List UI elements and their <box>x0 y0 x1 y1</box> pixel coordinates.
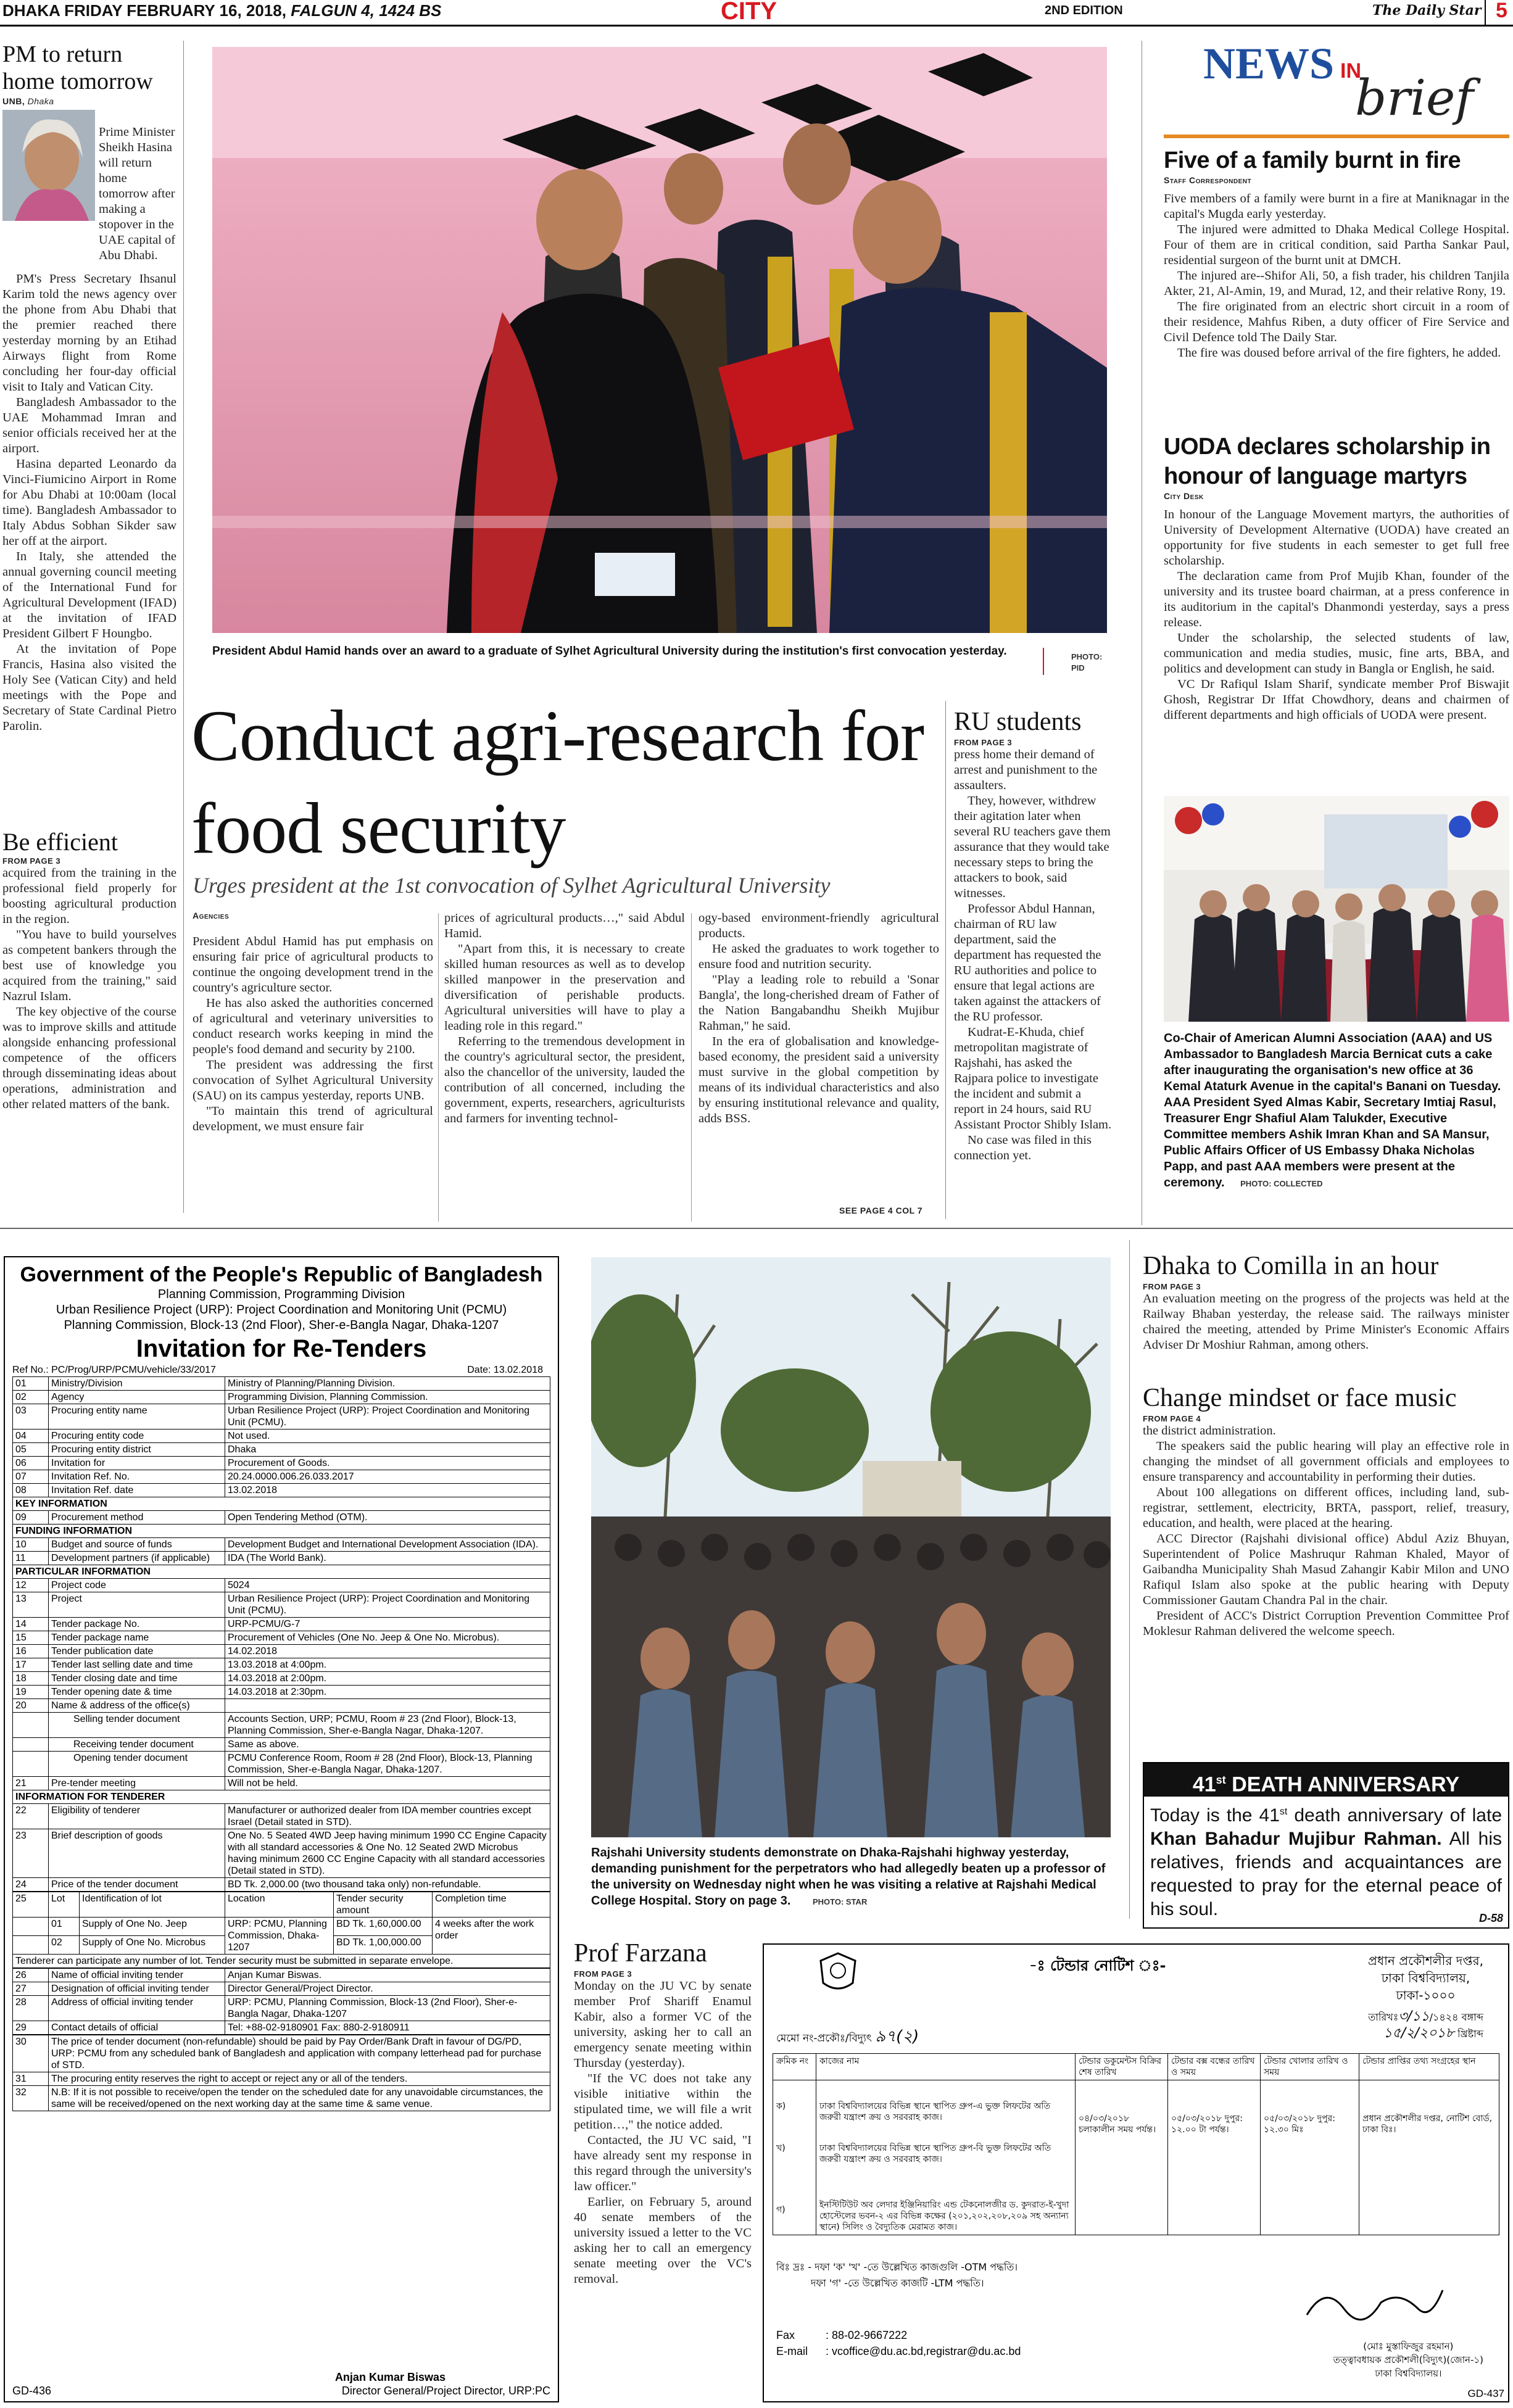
tender-row-label: Designation of official inviting tender <box>49 1982 225 1996</box>
tender-row <box>13 1969 550 1982</box>
tender-gd: GD-436 <box>12 2385 52 2397</box>
caption-divider <box>1043 648 1044 675</box>
tender-row-value: Anjan Kumar Biswas. <box>225 1969 550 1982</box>
tender-row <box>13 1443 550 1457</box>
mindset-headline: Change mindset or face music <box>1143 1384 1457 1412</box>
tender-row-value <box>225 1699 550 1713</box>
tender-row-value: Director General/Project Director. <box>225 1982 550 1996</box>
tender-section-heading: KEY INFORMATION <box>13 1497 550 1511</box>
rajshahi-image <box>591 1257 1111 1837</box>
tender-row-number: 19 <box>13 1686 49 1699</box>
tender-row-text: The price of tender document (non-refundable) should be paid by Pay Order/Bank Draft in favour of DG/PD, URP: PCMU from any scheduled bank of Bangladesh and application with company letterhead pad for purchase of STD. <box>49 2035 550 2072</box>
tender-row-value: Programming Division, Planning Commission. <box>225 1391 550 1404</box>
tender-row-number: 26 <box>13 1969 49 1982</box>
tender-row-value: 14.02.2018 <box>225 1645 550 1658</box>
aaa-caption: Co-Chair of American Alumni Association (AAA) and US Ambassador to Bangladesh Marcia Bernicat cuts a cake after inaugurating the organisation's new office at 36 Kemal Ataturk Avenue in the capital's Banani on Tuesday. AAA President Syed Almas Kabir, Secretary Imtiaj Rasul, Treasurer Engr Shafiul Alam Talukder, Executive Committee members Ashik Imran Khan and SA Mansur, Public Affairs Officer of US Embassy Dhaka Nicholas Papp, and past AAA members were present at the ceremony. PHOTO: COLLECTED <box>1164 1032 1501 1190</box>
tender-row-label: Ministry/Division <box>49 1377 225 1391</box>
tender-row-number: 16 <box>13 1645 49 1658</box>
tender-section-heading: FUNDING INFORMATION <box>13 1525 550 1538</box>
tender-row-label: Project <box>49 1592 225 1618</box>
tender-row-value: Open Tendering Method (OTM). <box>225 1511 550 1525</box>
tender-row-number: 02 <box>13 1391 49 1404</box>
tender-row-value: Dhaka <box>225 1443 550 1457</box>
du-office: প্রধান প্রকৌশলীর দপ্তর, ঢাকা বিশ্ববিদ্যালয়, ঢাকা-১০০০ <box>1367 1953 1483 2003</box>
ru-from: FROM PAGE 3 <box>954 738 1013 747</box>
convocation-image <box>212 47 1107 633</box>
tender-row-value: 14.03.2018 at 2:00pm. <box>225 1672 550 1686</box>
tender-row-number: 18 <box>13 1672 49 1686</box>
tender-row-value: 14.03.2018 at 2:30pm. <box>225 1686 550 1699</box>
col-rule-1 <box>183 41 184 1213</box>
tender-gov: Government of the People's Republic of Bangladesh <box>20 1263 543 1286</box>
tender-row-number: 03 <box>13 1404 49 1429</box>
du-memo: মেমো নং-প্রকৌঃ/বিদ্যুৎ ৯৭(২) <box>776 2027 919 2046</box>
news-in-brief-logo: NEWS IN brief <box>1203 39 1474 126</box>
tender-row <box>13 1713 550 1738</box>
tender-footer <box>12 2370 550 2398</box>
tender-row <box>13 1404 550 1429</box>
tender-row-label: Tender opening date & time <box>49 1686 225 1699</box>
tender-row-value: 13.03.2018 at 4:00pm. <box>225 1658 550 1672</box>
aaa-image <box>1164 796 1509 1022</box>
tender-row-value: Urban Resilience Project (URP): Project Coordination and Monitoring Unit (PCMU). <box>225 1592 550 1618</box>
tender-row-value: Manufacturer or authorized dealer from IDA member countries except Israel (Detail stated in STD). <box>225 1804 550 1829</box>
tender-row-label: Tender publication date <box>49 1645 225 1658</box>
tender-section-heading: PARTICULAR INFORMATION <box>13 1565 550 1579</box>
tender-row <box>13 1829 550 1878</box>
tender-row <box>13 1804 550 1829</box>
comilla-story: Dhaka to Comilla in an hour FROM PAGE 3 An evaluation meeting on the progress of the projects was held at the Railway Bhaban yesterday, the release said. The railways minister chaired the meeting, attended by Prime Minister's Economic Affairs Adviser Dr Moshiur Rahman, among others. <box>1143 1250 1509 1353</box>
efficient-story: Be efficient FROM PAGE 3 acquired from the training in the professional field properly for boosting agricultural production in the region. "You have to build yourselves as competent bankers through the best use of knowledge you acquired from the training," said Nazrul Islam. The key objective of the course was to improve skills and attitude alongside enhancing professional competence of the officers through disseminating ideas about operations, administration and other related matters of the bank. <box>2 828 176 1111</box>
tender-row <box>13 1511 550 1525</box>
col-rule-3 <box>1129 1240 1130 1919</box>
convocation-photo <box>212 47 1107 633</box>
fire-byline: Staff Correspondent <box>1164 175 1252 185</box>
tender-row-number: 22 <box>13 1804 49 1829</box>
header-rule <box>0 25 1513 27</box>
ru-headline: RU students <box>954 708 1082 736</box>
du-contact: Fax : 88-02-9667222 E-mail : vcoffice@du.ac.bd,registrar@du.ac.bd <box>776 2329 1021 2357</box>
tender-row-number: 13 <box>13 1592 49 1618</box>
tender-row-value: 13.02.2018 <box>225 1484 550 1497</box>
tender-row-number: 14 <box>13 1618 49 1631</box>
tender-row-number: 12 <box>13 1579 49 1592</box>
dateline: DHAKA FRIDAY FEBRUARY 16, 2018, FALGUN 4, 1424 BS <box>2 1 442 20</box>
tender-row <box>13 1457 550 1470</box>
brief-fire: Five of a family burnt in fire Staff Correspondent Five members of a family were burnt in a fire at Maniknagar in the capital's Mugda early yesterday. The injured were admitted to Dhaka Medical College Hospital. Four of them are in critical condition, said Partha Sankar Paul, residential surgeon of the burnt unit at DMCH. The injured are--Shifor Ali, 50, a fish trader, his children Tanjila Akter, 21, Al-Amin, 19, and Murad, 12, and their relative Rony, 19. The fire originated from an electric short circuit in a room of their residence, Mahfus Riben, a duty officer of Fire Service and Civil Defence told The Daily Star. The fire was doused before arrival of the fire fighters, he added. <box>1164 146 1509 361</box>
tender-advertisement <box>4 1256 559 2402</box>
brief-uoda: UODA declares scholarship in honour of language martyrs City Desk In honour of the Language Movement martyrs, the authorities of University of Development Alternative (UODA) have created an opportunity for five students in each semester to get full free scholarship. The declaration came from Prof Mujib Khan, founder of the university and its trustee board chairman, at a press conference in its auditorium in the capital's Dhanmondi yesterday, says a press release. Under the scholarship, the selected students of law, communication and media studies, music, fine arts, BBA, and politics and development can study in Bangla or English, he said. VC Dr Rafiqul Islam Sharif, syndicate member Prof Biswajit Ghosh, Registrar Dr Iffat Chowdhory, deans and chairmen of different departments and high officials of UODA were present. <box>1164 432 1509 723</box>
section-name: CITY <box>721 0 777 25</box>
tender-row-number: 17 <box>13 1658 49 1672</box>
pm-story <box>2 41 175 106</box>
tender-row <box>13 1631 550 1645</box>
tender-section-heading: INFORMATION FOR TENDERER <box>13 1790 550 1804</box>
tender-row-label: Tender last selling date and time <box>49 1658 225 1672</box>
tender-l3: Planning Commission, Block-13 (2nd Floor), Sher-e-Bangla Nagar, Dhaka-1207 <box>64 1318 499 1332</box>
du-crest-icon <box>819 1952 856 1995</box>
tender-row-value: Not used. <box>225 1429 550 1443</box>
tender-row-label: Price of the tender document <box>49 1878 225 1892</box>
mindset-from: FROM PAGE 4 <box>1143 1414 1201 1423</box>
tender-row-label: Invitation Ref. date <box>49 1484 225 1497</box>
tender-row-label: Brief description of goods <box>49 1829 225 1878</box>
pm-lead: Prime Minister Sheikh Hasina will return home tomorrow after making a stopover in the UAE capital of Abu Dhabi. <box>99 125 176 262</box>
tender-row-value: Ministry of Planning/Planning Division. <box>225 1377 550 1391</box>
ru-story: RU students FROM PAGE 3 press home their demand of arrest and punishment to the assaulters. They, however, withdrew their agitation later when several RU teachers gave them assurance that they would take necessary steps to bring the attackers to book, said witnesses. Professor Abdul Hannan, chairman of RU law department, said the department has requested the RU authorities and police to ensure that legal actions are taken against the attackers of the RU professor. Kudrat-E-Khuda, chief metropolitan magistrate of Rajshahi, has asked the Rajpara police to investigate the incident and submit a report in 24 hours, said RU Assistant Proctor Shibly Islam. No case was filed in this connection yet. <box>954 706 1113 1164</box>
du-table: ক্রমিক নং কাজের নাম টেন্ডার ডকুমেন্টস বিক্রির শেষ তারিখ টেন্ডার বক্স বন্ধের তারিখ ও সময় টেন্ডার খোলার তারিখ ও সময় টেন্ডার প্রাপ্তির তথ্য সংগ্রহের স্থান ক) খ) গ) ঢাকা বিশ্ববিদ্যালয়ের বিভিন্ন স্থানে স্থাপিত গ্রুপ-এ ভুক্ত লিফটের অতি জরুরী যন্ত্রাংশ ক্রয় ও সরবরাহ কাজ। ঢাকা বিশ্ববিদ্যালয়ের বিভিন্ন স্থানে স্থাপিত গ্রুপ-বি ভুক্ত লিফটের অতি জরুরী যন্ত্রাংশ ক্রয় ও সরবরাহ কাজ। ইনস্টিটিউট অব লেদার ইঞ্জিনিয়ারিং এন্ড টেকনোলজীর ড. কুদরাত-ই-খুদা হোস্টেলের ভবন-২ এর বিভিন্ন কক্ষের (২০১,২০২,২০৮,২০৯ সহ অন্যান্য স্থানে) সিলিং ও বৈদ্যুতিক মেরামত কাজ। ০৪/০৩/২০১৮ চলাকালীন সময় পর্যন্ত। ০৫/০৩/২০১৮ দুপুর: ১২.০০ টা পর্যন্ত। ০৫/০৩/২০১৮ দুপুর: ১২.৩০ মিঃ প্রধান প্রকৌশলীর দপ্তর, নোটিশ বোর্ড, ঢাকা বিঃ। <box>773 2053 1499 2235</box>
convocation-credit: PHOTO: PID <box>1071 652 1103 672</box>
tender-row-label: Invitation for <box>49 1457 225 1470</box>
main-col-2: prices of agricultural products…," said Abdul Hamid. "Apart from this, it is necessary to create skilled human resources as well as to develop skilled manpower in the preservation and diversification of perishable products. Agricultural universities will have to play a leading role in this regard." Referring to the tremendous development in the country's agricultural sector, the president, also the chancellor of the university, lauded the contribution of all concerned, including the government, experts, researchers, agriculturists and farmers for inventing technol- <box>444 911 685 1125</box>
tender-row-label: Procuring entity code <box>49 1429 225 1443</box>
tender-row-number: 31 <box>13 2072 49 2086</box>
tender-row-number: 01 <box>13 1377 49 1391</box>
main-col-3: ogy-based environment-friendly agricultural products. He asked the graduates to work together to ensure food and nutrition security. "Play a leading role to rebuild a 'Sonar Bangla', the long-cherished dream of Father of the Nation Bangabandhu Sheikh Mujibur Rahman," he said. In the era of globalisation and knowledge-based economy, the president said a university must survive in the global competition by means of its individual characteristics and also by ensuring institutional relevance and quality, adds BSS. <box>698 911 939 1125</box>
tender-row-label: Pre-tender meeting <box>49 1777 225 1790</box>
tender-row-label: Development partners (if applicable) <box>49 1552 225 1565</box>
tender-row <box>13 1996 550 2021</box>
tender-row-number <box>13 1738 49 1752</box>
anniversary-title: 41st DEATH ANNIVERSARY <box>1144 1763 1508 1797</box>
tender-lot-table: 25 Lot Identification of lot Location Tender security amount Completion time 01 Supply of One No. Jeep URP: PCMU, Planning Commission, Dhaka-1207 BD Tk. 1,60,000.00 4 weeks after the work order 02 Supply of One No. Microbus BD Tk. 1,00,000.00 Tenderer can participate any number of lot. Tender security must be submitted in separate envelope. <box>12 1892 550 1968</box>
edition-label: 2ND EDITION <box>1045 4 1123 17</box>
rajshahi-photo <box>591 1257 1111 1837</box>
main-col-rule-2 <box>691 913 692 1222</box>
pm-body: PM's Press Secretary Ihsanul Karim told the news agency over the phone from Abu Dhabi that the premier reached there yesterday morning by an Etihad Airways flight from Rome concluding her four-day official visit to Italy and Vatican City. Bangladesh Ambassador to the UAE Mohammad Imran and senior officials received her at the airport. Hasina departed Leonardo da Vinci-Fiumicino Airport in Rome for Abu Dhabi at 10:00am (local time). Bangladesh Ambassador to Italy Abdus Sobhan Sikder saw her off at the airport. In Italy, she attended the annual governing council meeting of the International Fund for Agricultural Development (IFAD) at the invitation of IFAD President Gilbert F Houngbo. At the invitation of Pope Francis, Hasina also visited the Holy See (Vatican City) and held meetings with the Pope and Secretary of State Cardinal Pietro Parolin. <box>2 272 176 733</box>
tender-row-text: The procuring entity reserves the right to accept or reject any or all of the tenders. <box>49 2072 550 2086</box>
tender-row-value: Will not be held. <box>225 1777 550 1790</box>
tender-row-number: 09 <box>13 1511 49 1525</box>
header-divider <box>1485 0 1486 25</box>
tender-row <box>13 1686 550 1699</box>
aaa-photo <box>1164 796 1509 1022</box>
tender-row <box>13 1699 550 1713</box>
tender-row-label: Project code <box>49 1579 225 1592</box>
tender-table-3 <box>12 2035 550 2111</box>
uoda-headline: UODA declares scholarship in honour of language martyrs <box>1164 434 1491 489</box>
main-col-1: President Abdul Hamid has put emphasis on ensuring fair price of agricultural products to continue the ongoing development trend in the country's agriculture sector. He has also asked the authorities concerned of agricultural and veterinary universities to conduct research works keeping in mind the people's food demand and security by 2100. The president was addressing the first convocation of Sylhet Agricultural University (SAU) on its campus yesterday, reports UNB. "To maintain this trend of agricultural development, we must ensure fair <box>193 935 433 1133</box>
efficient-headline: Be efficient <box>2 828 118 856</box>
pm-byline: UNB, Dhaka <box>2 96 54 106</box>
tender-row-value: 5024 <box>225 1579 550 1592</box>
tender-row-value: IDA (The World Bank). <box>225 1552 550 1565</box>
tender-row-value: One No. 5 Seated 4WD Jeep having minimum 1990 CC Engine Capacity with all standard accessories & One No. 12 Seated 2WD Microbus having minimum 2600 CC Engine Capacity with all standard accessories (Detail stated in STD). <box>225 1829 550 1878</box>
tender-row-number <box>13 1713 49 1738</box>
col-rule-ru <box>945 701 946 1219</box>
tender-row-value: Procurement of Vehicles (One No. Jeep & One No. Microbus). <box>225 1631 550 1645</box>
tender-l2: Urban Resilience Project (URP): Project Coordination and Monitoring Unit (PCMU) <box>56 1303 507 1317</box>
uoda-byline: City Desk <box>1164 491 1204 501</box>
comilla-headline: Dhaka to Comilla in an hour <box>1143 1252 1439 1280</box>
page-number: 5 <box>1496 0 1507 22</box>
tender-row <box>13 1878 550 1892</box>
tender-row-value: Procurement of Goods. <box>225 1457 550 1470</box>
tender-ref: Ref No.: PC/Prog/URP/PCMU/vehicle/33/2017 <box>12 1365 216 1375</box>
main-byline: Agencies <box>193 911 230 921</box>
tender-row <box>13 1552 550 1565</box>
rajshahi-caption: Rajshahi University students demonstrate on Dhaka-Rajshahi highway yesterday, demanding punishment for the perpetrators who had allegedly beaten up a professor of the university on Wednesday night when he was visiting a relative at Rajshahi Medical College Hospital. Story on page 3. PHOTO: STAR <box>591 1846 1106 1908</box>
tender-row <box>13 1777 550 1790</box>
tender-row <box>13 1391 550 1404</box>
tender-row-value: Urban Resilience Project (URP): Project Coordination and Monitoring Unit (PCMU). <box>225 1404 550 1429</box>
tender-row-value: Tel: +88-02-9180901 Fax: 880-2-9180911 <box>225 2021 550 2035</box>
main-col-rule-1 <box>438 913 439 1222</box>
tender-row <box>13 1525 550 1538</box>
tender-row-value: PCMU Conference Room, Room # 28 (2nd Floor), Block-13, Planning Commission, Sher-e-Bangla Nagar, Dhaka-1207. <box>225 1752 550 1777</box>
tender-row-number: 21 <box>13 1777 49 1790</box>
tender-row <box>13 1738 550 1752</box>
main-subhead: Urges president at the 1st convocation of Sylhet Agricultural University <box>193 873 831 898</box>
tender-row <box>13 2086 550 2111</box>
tender-row-number: 24 <box>13 1878 49 1892</box>
tender-row-number: 11 <box>13 1552 49 1565</box>
tender-row-number <box>13 1752 49 1777</box>
tender-row-number: 07 <box>13 1470 49 1484</box>
tender-row-text: N.B: If it is not possible to receive/open the tender on the scheduled date for any unavoidable circumstances, the same will be received/opened on the next working day at the same time & same venue. <box>49 2086 550 2111</box>
tender-row-label: Name of official inviting tender <box>49 1969 225 1982</box>
tender-row-label: Selling tender document <box>49 1713 225 1738</box>
tender-ref-row <box>12 1364 550 1376</box>
du-title: -ঃ টেন্ডার নোটিশ ঃ- <box>1029 1957 1166 1974</box>
tender-row-number: 20 <box>13 1699 49 1713</box>
portrait-image <box>2 110 95 221</box>
tender-row <box>13 1752 550 1777</box>
tender-row <box>13 1658 550 1672</box>
tender-row-value: Development Budget and International Development Association (IDA). <box>225 1538 550 1552</box>
tender-row-label: Tender closing date and time <box>49 1672 225 1686</box>
tender-row <box>13 1790 550 1804</box>
efficient-from: FROM PAGE 3 <box>2 856 61 866</box>
tender-signer: Anjan Kumar Biswas <box>334 2371 446 2383</box>
tender-row <box>13 2035 550 2072</box>
du-gd: GD-437 <box>1467 2388 1504 2399</box>
tender-row-number: 06 <box>13 1457 49 1470</box>
tender-row-value: URP: PCMU, Planning Commission, Block-13 (2nd Floor), Sher-e-Bangla Nagar, Dhaka-1207 <box>225 1996 550 2021</box>
convocation-caption: President Abdul Hamid hands over an award to a graduate of Sylhet Agricultural University during the institution's first convocation yesterday. <box>212 645 1007 658</box>
tender-row-number: 05 <box>13 1443 49 1457</box>
tender-row-number: 28 <box>13 1996 49 2021</box>
tender-row <box>13 1470 550 1484</box>
page-header <box>0 0 1513 25</box>
du-notes: বিঃ দ্রঃ - দফা 'ক' 'খ' -তে উল্লেখিত কাজগুলি -OTM পদ্ধতি। দফা 'গ' -তে উল্লেখিত কাজটি -LTM পদ্ধতি। <box>776 2261 1018 2289</box>
death-anniversary-ad <box>1143 1762 1509 1929</box>
tender-row-label: Eligibility of tenderer <box>49 1804 225 1829</box>
tender-row <box>13 2021 550 2035</box>
farzana-from: FROM PAGE 3 <box>574 1969 632 1979</box>
sheikh-hasina-photo <box>2 110 95 221</box>
main-headline: Conduct agri-research for food security <box>191 695 924 869</box>
tender-row <box>13 1592 550 1618</box>
tender-row-label: Opening tender document <box>49 1752 225 1777</box>
anniversary-code: D-58 <box>1478 1912 1503 1924</box>
du-signatory: (মোঃ মুস্তাফিজুর রহমান) তত্ত্বাবধায়ক প্রকৌশলী(বিদ্যুৎ)(জোন-১) ঢাকা বিশ্ববিদ্যালয়। <box>1333 2341 1483 2379</box>
tender-row-number: 04 <box>13 1429 49 1443</box>
tender-row <box>13 1618 550 1631</box>
tender-row <box>13 2072 550 2086</box>
tender-row-label: Procuring entity district <box>49 1443 225 1457</box>
tender-row-label: Address of official inviting tender <box>49 1996 225 2021</box>
tender-table <box>12 1376 550 1892</box>
tender-row-label: Tender package No. <box>49 1618 225 1631</box>
tender-row <box>13 1484 550 1497</box>
mindset-story: Change mindset or face music FROM PAGE 4 the district administration. The speakers said the public hearing will play an effective role in changing the mindset of all government officials and employees to ensure transparency and accountability in performing their duties. About 100 allegations on different offices, including land, sub-registrar, settlement, electricity, BRTA, passport, relief, treasury, education, and health, were placed at the hearing. ACC Director (Rajshahi divisional office) Abdul Aziz Bhuyan, Superintendent of Police Mashruqur Rahman Khaled, Mayor of Gaibandha Municipality Shah Masud Zahangir Kabir Milon and UNO Rafiqul Islam also spoke at the public hearing with Deputy Commissioner Gautam Chandra Pal in the chair. President of ACC's District Corruption Prevention Committee Prof Moklesur Rahman delivered the welcome speech. <box>1143 1382 1509 1639</box>
tender-row-number: 23 <box>13 1829 49 1878</box>
tender-row <box>13 1497 550 1511</box>
tender-row-number: 27 <box>13 1982 49 1996</box>
fire-headline: Five of a family burnt in fire <box>1164 147 1461 173</box>
tender-row <box>13 1645 550 1658</box>
du-signature-icon <box>1301 2278 1449 2333</box>
brief-rule <box>1164 134 1509 138</box>
du-tender-notice <box>763 1943 1509 2402</box>
tender-row <box>13 1429 550 1443</box>
tender-row-label: Invitation Ref. No. <box>49 1470 225 1484</box>
tender-row-number: 29 <box>13 2021 49 2035</box>
tender-date: Date: 13.02.2018 <box>467 1365 543 1375</box>
tender-row-value: 20.24.0000.006.26.033.2017 <box>225 1470 550 1484</box>
tender-row-label: Procuring entity name <box>49 1404 225 1429</box>
tender-row-label: Tender package name <box>49 1631 225 1645</box>
tender-row-value: URP-PCMU/G-7 <box>225 1618 550 1631</box>
tender-row <box>13 1538 550 1552</box>
tender-row <box>13 1565 550 1579</box>
tender-row-label: Receiving tender document <box>49 1738 225 1752</box>
tender-row-number: 30 <box>13 2035 49 2072</box>
tender-row-number: 15 <box>13 1631 49 1645</box>
tender-row-value: Accounts Section, URP; PCMU, Room # 23 (2nd Floor), Block-13, Planning Commission, Sher-e-Bangla Nagar, Dhaka-1207. <box>225 1713 550 1738</box>
anniversary-text: Today is the 41st death anniversary of late Khan Bahadur Mujibur Rahman. All his relatives, friends and acquaintances are requested to pray for the eternal peace of his soul. <box>1150 1805 1502 1919</box>
tender-l1: Planning Commission, Programming Division <box>157 1288 405 1301</box>
tender-row <box>13 1672 550 1686</box>
tender-row-label: Agency <box>49 1391 225 1404</box>
masthead: The Daily Star <box>1372 2 1482 19</box>
tender-signer-title: Director General/Project Director, URP:PC <box>341 2385 550 2397</box>
farzana-headline: Prof Farzana <box>574 1939 707 1967</box>
tender-row-value: Same as above. <box>225 1738 550 1752</box>
tender-row-number: 32 <box>13 2086 49 2111</box>
comilla-from: FROM PAGE 3 <box>1143 1282 1201 1291</box>
tender-row-label: Name & address of the office(s) <box>49 1699 225 1713</box>
tender-row <box>13 1579 550 1592</box>
tender-row-label: Procurement method <box>49 1511 225 1525</box>
farzana-story: Prof Farzana FROM PAGE 3 Monday on the JU VC by senate member Prof Shariff Enamul Kabir, also a former VC of the university, asking her to call an emergency senate meeting within Thursday (yesterday). "If the VC does not take any visible initiative within the stipulated time, we will file a writ petition…," the notice added. Contacted, the JU VC said, "I have already sent my response in this regard through the university's law officer." Earlier, on February 5, around 40 senate members of the university issued a letter to the VC asking her to call an emergency senate meeting over the VC's removal. <box>574 1937 752 2287</box>
tender-row <box>13 1982 550 1996</box>
mid-rule <box>0 1228 1513 1229</box>
tender-row <box>13 1377 550 1391</box>
tender-row-number: 08 <box>13 1484 49 1497</box>
du-date: তারিখঃ৩/১১/১৪২৪ বঙ্গাব্দ ১৫/২/২০১৮ খ্রিষ্টাব্দ <box>1368 2009 1483 2041</box>
tender-row-number: 10 <box>13 1538 49 1552</box>
pm-headline: PM to return home tomorrow <box>2 41 153 94</box>
tender-row-label: Contact details of official <box>49 2021 225 2035</box>
tender-row-value: BD Tk. 2,000.00 (two thousand taka only) non-refundable. <box>225 1878 550 1892</box>
tender-title: Invitation for Re-Tenders <box>136 1335 427 1362</box>
tender-table-2 <box>12 1968 550 2035</box>
tender-row-label: Budget and source of funds <box>49 1538 225 1552</box>
main-jump[interactable]: SEE PAGE 4 COL 7 <box>839 1206 923 1215</box>
